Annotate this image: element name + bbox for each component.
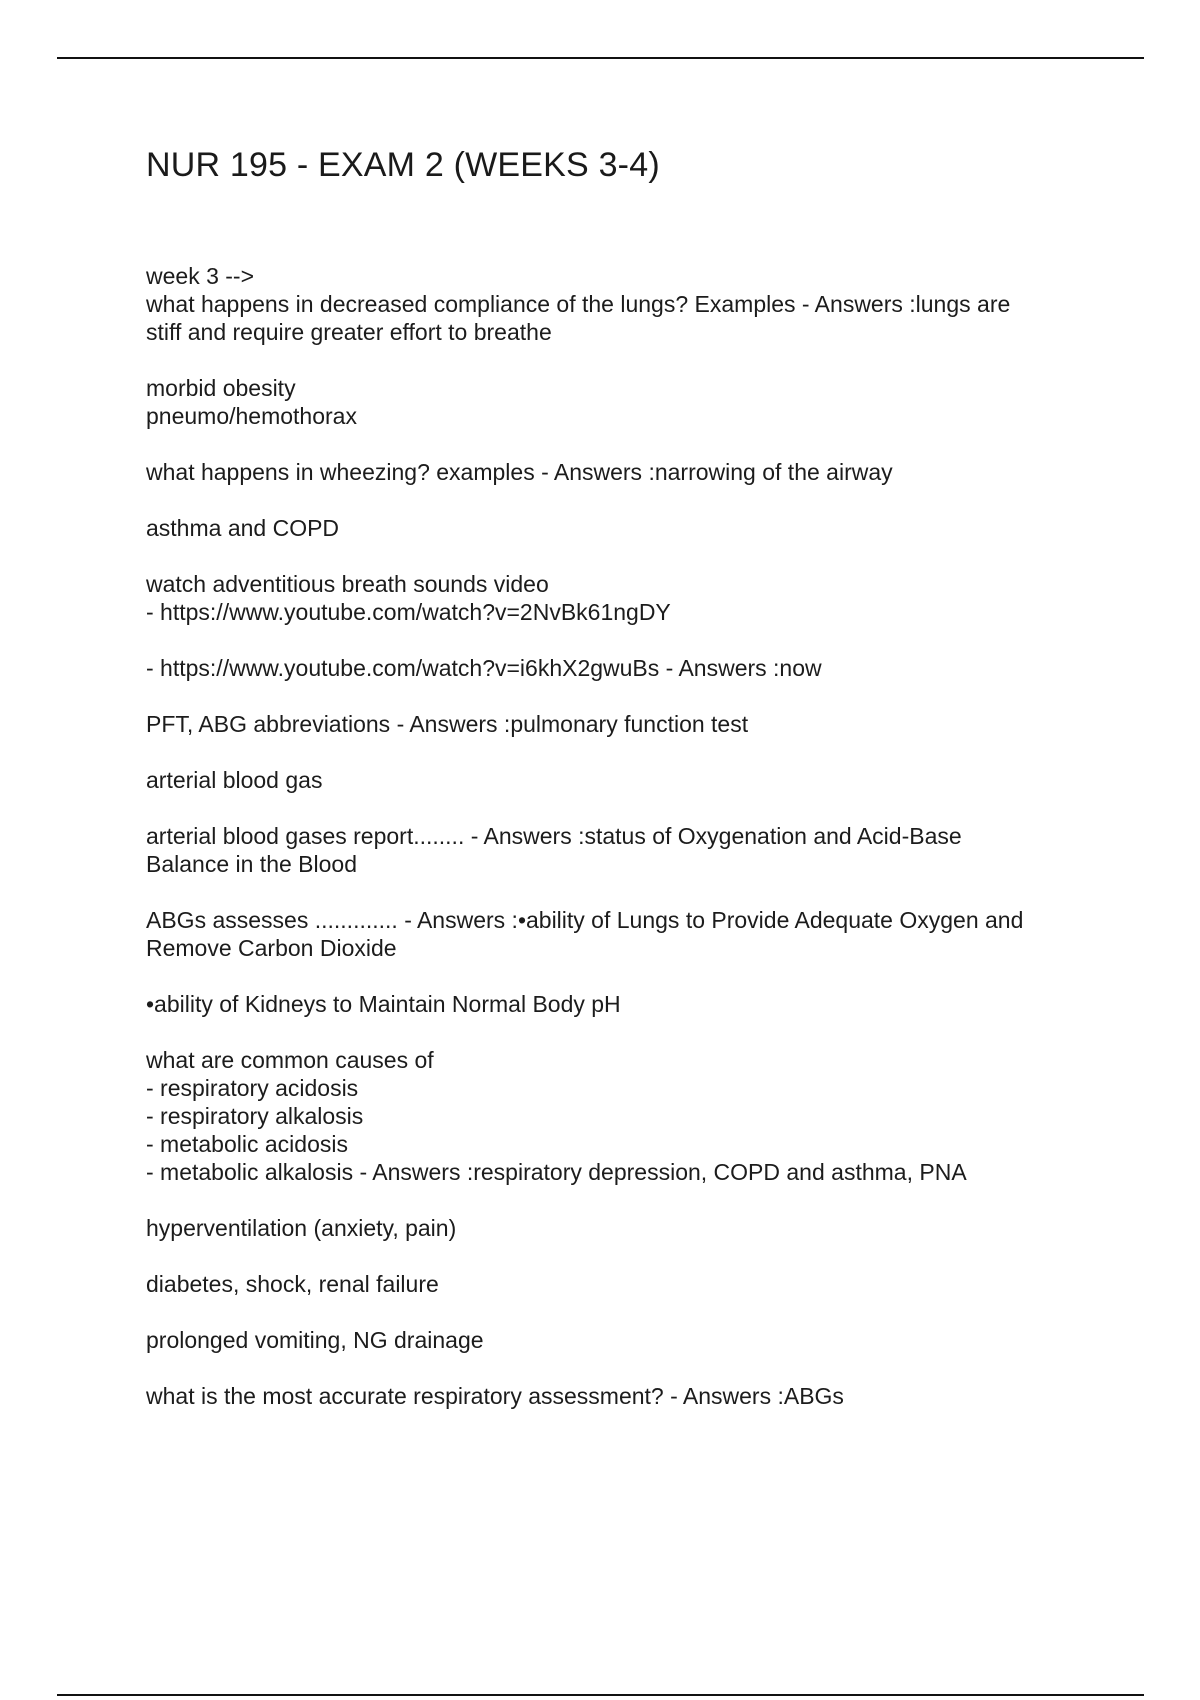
paragraph-gap <box>146 794 1086 822</box>
paragraph-gap <box>146 542 1086 570</box>
text-line: Balance in the Blood <box>146 851 357 877</box>
paragraph-gap <box>146 1186 1086 1214</box>
video-link[interactable]: - https://www.youtube.com/watch?v=2NvBk61ngDY <box>146 599 671 625</box>
text-line: Remove Carbon Dioxide <box>146 935 397 961</box>
paragraph-gap <box>146 1018 1086 1046</box>
text-line: hyperventilation (anxiety, pain) <box>146 1215 457 1241</box>
text-line: - respiratory acidosis <box>146 1075 359 1101</box>
text-line: ABGs assesses ............. - Answers :•ability of Lungs to Provide Adequate Oxygen and <box>146 907 1024 933</box>
text-line: - respiratory alkalosis <box>146 1103 364 1129</box>
text-line: prolonged vomiting, NG drainage <box>146 1327 484 1353</box>
text-line: watch adventitious breath sounds video <box>146 571 549 597</box>
document-body <box>146 262 1086 1410</box>
paragraph-gap <box>146 626 1086 654</box>
bottom-divider <box>57 1694 1144 1696</box>
text-line: arterial blood gas <box>146 767 323 793</box>
text-line: diabetes, shock, renal failure <box>146 1271 439 1297</box>
document-title: NUR 195 - EXAM 2 (WEEKS 3-4) <box>146 146 660 184</box>
text-line: - metabolic acidosis <box>146 1131 348 1157</box>
paragraph-gap <box>146 1298 1086 1326</box>
top-divider <box>57 57 1144 59</box>
text-line: PFT, ABG abbreviations - Answers :pulmonary function test <box>146 711 749 737</box>
text-line: week 3 --> <box>146 263 255 289</box>
paragraph-gap <box>146 1242 1086 1270</box>
text-line: what is the most accurate respiratory assessment? - Answers :ABGs <box>146 1383 844 1409</box>
paragraph-gap <box>146 682 1086 710</box>
paragraph-gap <box>146 878 1086 906</box>
text-line: pneumo/hemothorax <box>146 403 357 429</box>
text-line: - metabolic alkalosis - Answers :respiratory depression, COPD and asthma, PNA <box>146 1159 967 1185</box>
paragraph-gap <box>146 738 1086 766</box>
text-line: asthma and COPD <box>146 515 340 541</box>
text-line: stiff and require greater effort to breathe <box>146 319 552 345</box>
paragraph-gap <box>146 430 1086 458</box>
paragraph-gap <box>146 962 1086 990</box>
text-line: •ability of Kidneys to Maintain Normal Body pH <box>146 991 621 1017</box>
video-link[interactable]: - https://www.youtube.com/watch?v=i6khX2gwuBs - Answers :now <box>146 655 822 681</box>
text-line: what happens in wheezing? examples - Answers :narrowing of the airway <box>146 459 893 485</box>
paragraph-gap <box>146 486 1086 514</box>
text-line: morbid obesity <box>146 375 296 401</box>
text-line: what happens in decreased compliance of the lungs? Examples - Answers :lungs are <box>146 291 1011 317</box>
paragraph-gap <box>146 346 1086 374</box>
text-line: what are common causes of <box>146 1047 434 1073</box>
text-line: arterial blood gases report........ - Answers :status of Oxygenation and Acid-Base <box>146 823 962 849</box>
paragraph-gap <box>146 1354 1086 1382</box>
